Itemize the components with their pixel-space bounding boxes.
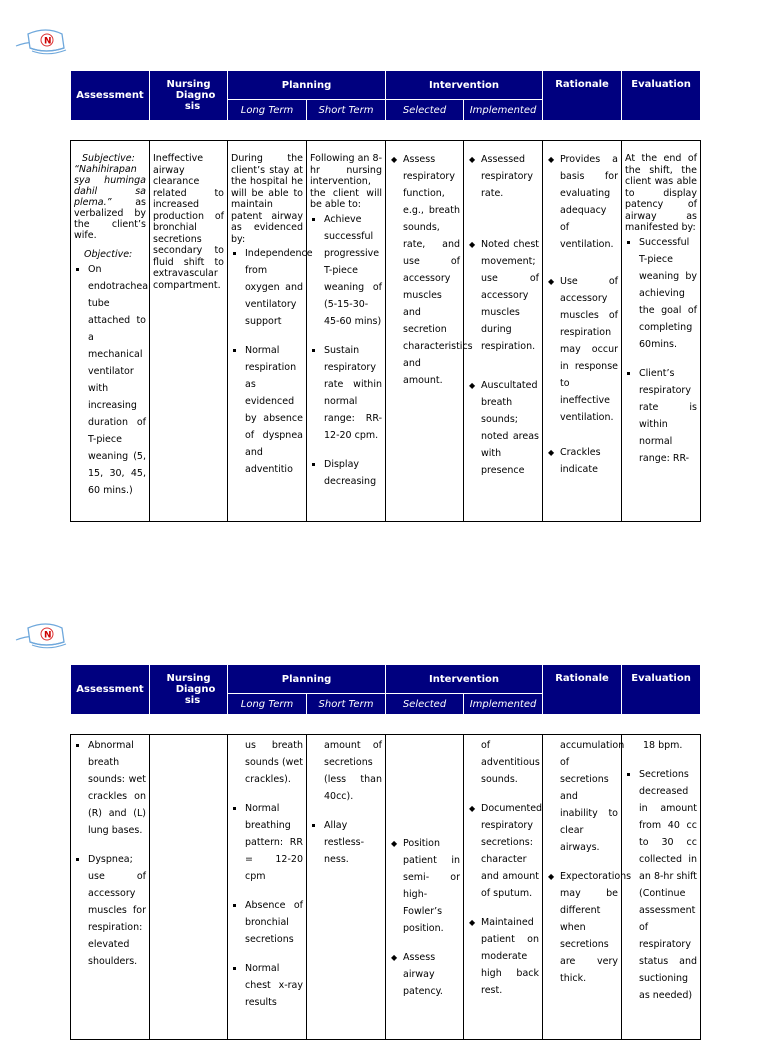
- header-nursing-line1: Nursing: [166, 79, 211, 90]
- header-rationale: Rationale: [543, 71, 622, 121]
- header-nursing-line2: Diagno: [175, 90, 216, 101]
- long-term-intro: During the client’s stay at the hospital he will be able to maintain patent airway as evidenced by:: [231, 153, 303, 245]
- implemented-item: ◆ Auscultated breath sounds; noted areas with presence: [481, 377, 539, 479]
- subjective-label: Subjective:: [82, 153, 135, 164]
- short-term-cell: [307, 141, 386, 522]
- svg-text:N: N: [44, 36, 52, 47]
- evaluation-item: ▪ Successful T-piece weaning by achieving the goal of completing 60mins.: [639, 234, 697, 353]
- evaluation-continued: 18 bpm.: [643, 740, 683, 751]
- short-term-continued: amount of secretions (less than 40cc).: [324, 740, 382, 802]
- rationale-item: ◆ Crackles indicate: [560, 444, 618, 478]
- header-assessment: Assessment: [71, 665, 150, 715]
- header-short-term: Short Term: [307, 100, 386, 121]
- short-term-item: ▪ Achieve successful progressive T-piece weaning of (5-15-30-45-60 mins): [324, 211, 382, 330]
- evaluation-cell: [622, 735, 701, 1040]
- assessment-cell: [71, 141, 150, 522]
- header-nursing-line3: sis: [184, 695, 201, 706]
- implemented-cell: [464, 735, 543, 1040]
- header-long-term: Long Term: [228, 694, 307, 715]
- assessment-item: ▪ Dyspnea; use of accessory muscles for respiration: elevated shoulders.: [88, 851, 146, 970]
- objective-label: Objective:: [84, 249, 133, 260]
- care-plan-header-1: [70, 70, 701, 121]
- implemented-continued: of adventitious sounds.: [481, 740, 540, 785]
- header-long-term: Long Term: [228, 100, 307, 121]
- long-term-cell: [228, 735, 307, 1040]
- short-term-cell: [307, 735, 386, 1040]
- implemented-item: ◆ Documented respiratory secretions: character and amount of sputum.: [481, 800, 539, 902]
- rationale-continued: accumulation of secretions and inability to clear airways.: [560, 740, 625, 853]
- selected-item: ◆ Assess respiratory function, e.g., breath sounds, rate, and use of accessory muscles and secretion characteristics and amount.: [403, 151, 460, 389]
- long-term-item: ▪ Absence of bronchial secretions: [245, 897, 303, 948]
- header-nursing-diagnosis: [150, 665, 228, 715]
- diagnosis-cell: [150, 735, 228, 1040]
- implemented-item: ◆ Noted chest movement; use of accessory muscles during respiration.: [481, 236, 539, 355]
- nurse-cap-logo-icon: [12, 24, 72, 60]
- header-evaluation: Evaluation: [622, 71, 701, 121]
- header-implemented: Implemented: [464, 100, 543, 121]
- nurse-cap-logo-icon: [12, 618, 72, 654]
- header-nursing-line2: Diagno: [175, 684, 216, 695]
- header-rationale: Rationale: [543, 665, 622, 715]
- assessment-cell: [71, 735, 150, 1040]
- implemented-item: ◆ Assessed respiratory rate.: [481, 151, 539, 202]
- rationale-item: ◆ Expectorations may be different when secretions are very thick.: [560, 868, 618, 987]
- implemented-item: ◆ Maintained patient on moderate high back rest.: [481, 914, 539, 999]
- rationale-item: ◆ Provides a basis for evaluating adequacy of ventilation.: [560, 151, 618, 253]
- header-selected: Selected: [386, 100, 464, 121]
- selected-cell: [386, 141, 473, 522]
- header-intervention: Intervention: [386, 71, 543, 100]
- evaluation-intro: At the end of the shift, the client was able to display patency of airway as manifested by:: [625, 153, 697, 233]
- selected-item: ◆ Assess airway patency.: [403, 949, 460, 1000]
- diagnosis-cell: [150, 141, 228, 522]
- subjective-quote: “Nahihirapan sya huminga dahil sa plema.”: [74, 164, 146, 208]
- short-term-item: ▪ Allay restless-ness.: [324, 817, 382, 868]
- long-term-continued: us breath sounds (wet crackles).: [245, 740, 303, 785]
- nursing-diagnosis-text: Ineffective airway clearance related to increased production of bronchial secretions secondary to fluid shift to extravascular compartment.: [153, 153, 224, 291]
- header-implemented: Implemented: [464, 694, 543, 715]
- header-short-term: Short Term: [307, 694, 386, 715]
- subjective-rest: as verbalized by the client’s wife.: [74, 197, 146, 241]
- long-term-item: ▪ Independence from oxygen and ventilatory support: [245, 245, 303, 330]
- short-term-item: ▪ Sustain respiratory rate within normal range: RR-12-20 cpm.: [324, 342, 382, 444]
- short-term-item: ▪ Display decreasing: [324, 456, 382, 490]
- svg-text:N: N: [44, 630, 52, 641]
- objective-item: ▪ On endotracheal tube attached to a mechanical ventilator with increasing duration of T-piece weaning (5, 15, 30, 45, 60 mins.): [88, 261, 146, 499]
- header-nursing-line1: Nursing: [166, 673, 211, 684]
- long-term-item: ▪ Normal chest x-ray results: [245, 960, 303, 1011]
- header-planning: Planning: [228, 665, 386, 694]
- implemented-cell: [464, 141, 543, 522]
- short-term-intro: Following an 8-hr nursing intervention, the client will be able to:: [310, 153, 382, 210]
- selected-item: ◆ Position patient in semi- or high-Fowler’s position.: [403, 835, 460, 937]
- care-plan-header-2: [70, 664, 701, 715]
- header-evaluation: Evaluation: [622, 665, 701, 715]
- long-term-item: ▪ Normal breathing pattern: RR = 12-20 cpm: [245, 800, 303, 885]
- selected-cell: [386, 735, 464, 1040]
- rationale-item: ◆ Use of accessory muscles of respiration may occur in response to ineffective ventilation.: [560, 273, 618, 426]
- header-assessment: Assessment: [71, 71, 150, 121]
- long-term-item: ▪ Normal respiration as evidenced by absence of dyspnea and adventitio: [245, 342, 303, 478]
- assessment-item: ▪ Abnormal breath sounds: wet crackles on (R) and (L) lung bases.: [88, 737, 146, 839]
- care-plan-body-1: [70, 140, 701, 522]
- header-nursing-line3: sis: [184, 101, 201, 112]
- header-planning: Planning: [228, 71, 386, 100]
- care-plan-body-2: [70, 734, 701, 1040]
- evaluation-item: ▪ Secretions decreased in amount from 40 cc to 30 cc collected in an 8-hr shift (Continue assessment of respiratory status and suctioning as needed): [639, 766, 697, 1004]
- long-term-cell: [228, 141, 313, 522]
- rationale-cell: [543, 141, 622, 522]
- rationale-cell: [543, 735, 632, 1040]
- evaluation-item: ▪ Client’s respiratory rate is within normal range: RR-: [639, 365, 697, 467]
- header-selected: Selected: [386, 694, 464, 715]
- header-nursing-diagnosis: [150, 71, 228, 121]
- header-intervention: Intervention: [386, 665, 543, 694]
- evaluation-cell: [622, 141, 701, 522]
